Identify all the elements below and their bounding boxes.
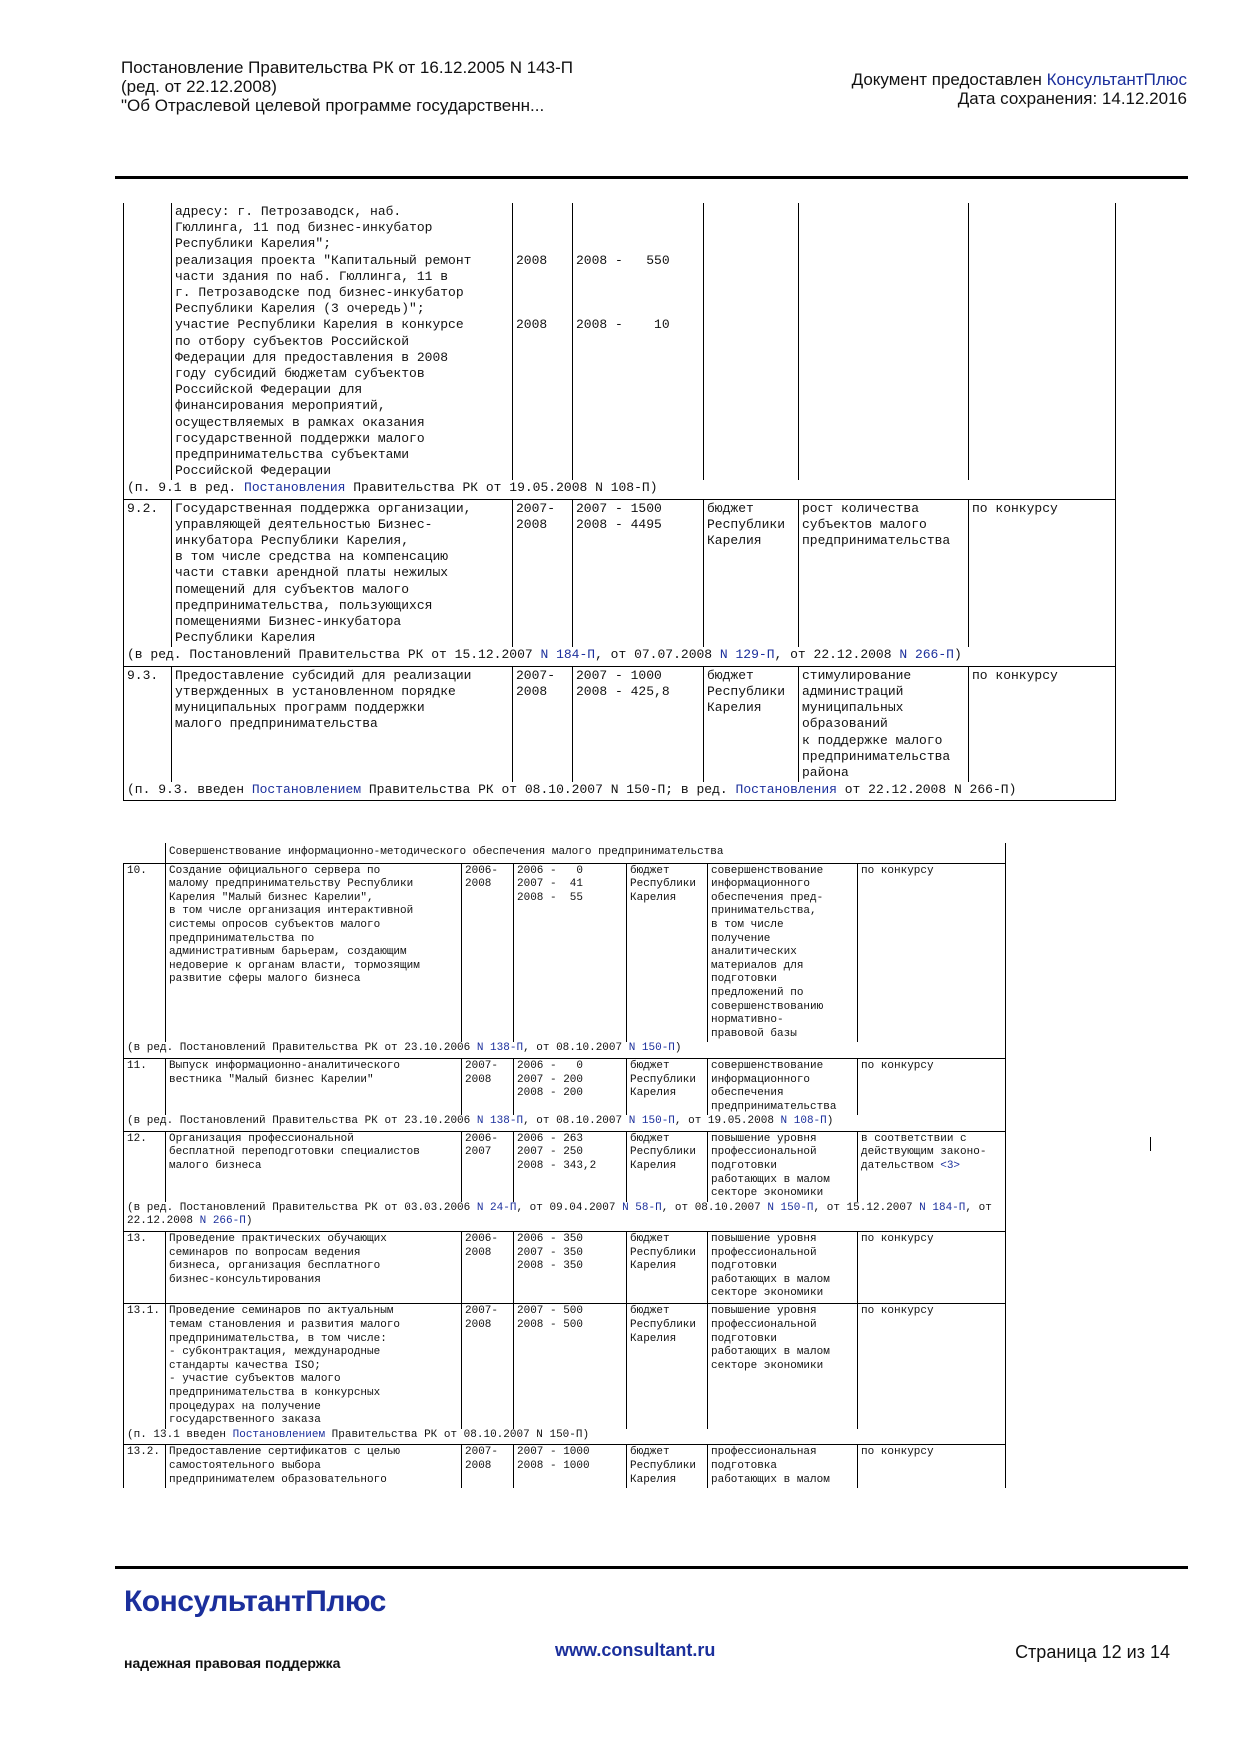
document-title-block bbox=[121, 58, 573, 115]
measure-executor: по конкурсу bbox=[969, 499, 1116, 647]
amendment-link[interactable]: Постановлением bbox=[251, 782, 362, 798]
amendment-link[interactable]: N 266-П bbox=[899, 647, 954, 663]
amendment-link[interactable]: N 138-П bbox=[476, 1115, 524, 1128]
document-edition: (ред. от 22.12.2008) bbox=[121, 77, 277, 96]
row-number bbox=[124, 203, 172, 480]
logo-tagline: надежная правовая поддержка bbox=[124, 1655, 341, 1671]
measure-result bbox=[799, 203, 969, 480]
amendment-note: (в ред. Постановлений Правительства РК от 03.03.2006 N 24-П, от 09.04.2007 N 58-П, от 08.10.2007 N 150-П, от 15.12.2007 N 184-П, от 22.12.2008 N 266-П) bbox=[124, 1202, 1006, 1232]
measure-executor: в соответствии с действующим законо- дательством <3> bbox=[858, 1131, 1006, 1201]
amendment-note-row bbox=[124, 782, 1116, 801]
row-number: 9.2. bbox=[124, 499, 172, 647]
amendment-link[interactable]: N 150-П bbox=[628, 1042, 675, 1055]
header-divider bbox=[115, 176, 1188, 179]
measure-years: 2008 2008 bbox=[513, 203, 573, 480]
measure-source: бюджет Республики Карелия bbox=[627, 1131, 708, 1201]
measure-years: 2007- 2008 bbox=[513, 666, 573, 782]
measure-source bbox=[704, 203, 799, 480]
consultant-logo[interactable]: КонсультантПлюс bbox=[124, 1585, 386, 1618]
measure-description: Проведение практических обучающих семинаров по вопросам ведения бизнеса, организация бесплатного бизнес-консультирования bbox=[166, 1232, 462, 1304]
measure-years: 2006- 2008 bbox=[462, 863, 514, 1042]
section-title: Совершенствование информационно-методического обеспечения малого предпринимательства bbox=[166, 843, 1006, 863]
measure-description: Выпуск информационно-аналитического вестника "Малый бизнес Карелии" bbox=[166, 1058, 462, 1115]
measure-years: 2006- 2007 bbox=[462, 1131, 514, 1201]
lower-measures-table bbox=[123, 843, 1006, 1488]
measure-description: Организация профессиональной бесплатной переподготовки специалистов малого бизнеса bbox=[166, 1131, 462, 1201]
measure-description: адресу: г. Петрозаводск, наб. Гюллинга, 11 под бизнес-инкубатор Республики Карелия"; реализация проекта "Капитальный ремонт части здания по наб. Гюллинга, 11 в г. Петрозаводске под бизнес-инкубатор Республики Карелия (3 очередь)"; участие Республики Карелия в конкурсе по отбору субъектов Российской Федерации для предоставления в 2008 году субсидий бюджетам субъектов Российской Федерации для финансирования мероприятий, осуществляемых в рамках оказания государственной поддержки малого предпринимательства субъектами Российской Федерации bbox=[172, 203, 513, 480]
row-number: 11. bbox=[124, 1058, 166, 1115]
amendment-link[interactable]: Постановлением bbox=[232, 1428, 326, 1441]
row-number: 13. bbox=[124, 1232, 166, 1304]
table-row bbox=[124, 1232, 1006, 1304]
amendment-note-row bbox=[124, 1202, 1006, 1232]
table-row bbox=[124, 1058, 1006, 1115]
measure-executor: по конкурсу bbox=[858, 863, 1006, 1042]
measure-source: бюджет Республики Карелия bbox=[627, 1445, 708, 1488]
amendment-note-row bbox=[124, 1042, 1006, 1058]
amendment-link[interactable]: N 184-П bbox=[919, 1201, 966, 1214]
measure-years: 2007- 2008 bbox=[462, 1304, 514, 1429]
measure-years: 2007- 2008 bbox=[513, 499, 573, 647]
table-row bbox=[124, 666, 1116, 782]
document-title: Постановление Правительства РК от 16.12.2005 N 143-П bbox=[121, 58, 573, 77]
amendment-note-row bbox=[124, 1115, 1006, 1131]
amendment-link[interactable]: N 108-П bbox=[780, 1115, 827, 1128]
amendment-note: (п. 9.3. введен Постановлением Правительства РК от 08.10.2007 N 150-П; в ред. Постановления от 22.12.2008 N 266-П) bbox=[124, 782, 1116, 801]
amendment-link[interactable]: N 150-П bbox=[628, 1115, 675, 1128]
measure-result: повышение уровня профессиональной подготовки работающих в малом секторе экономики bbox=[708, 1131, 858, 1201]
measure-amount: 2007 - 1500 2008 - 4495 bbox=[573, 499, 704, 647]
amendment-link[interactable]: N 24-П bbox=[476, 1201, 517, 1214]
row-number: 10. bbox=[124, 863, 166, 1042]
measure-result: совершенствование информационного обеспечения пред- принимательства, в том числе получение аналитических материалов для подготовки предложений по совершенствованию нормативно- правовой базы bbox=[708, 863, 858, 1042]
amendment-link[interactable]: Постановления bbox=[735, 782, 837, 798]
document-subtitle: "Об Отраслевой целевой программе государственн... bbox=[121, 96, 545, 115]
measure-source: бюджет Республики Карелия bbox=[627, 1058, 708, 1115]
measure-executor: по конкурсу bbox=[858, 1058, 1006, 1115]
footnote-link[interactable]: <3> bbox=[940, 1160, 961, 1173]
table-row bbox=[124, 1445, 1006, 1488]
amendment-note: (п. 9.1 в ред. Постановления Правительства РК от 19.05.2008 N 108-П) bbox=[124, 480, 1116, 499]
measure-result: повышение уровня профессиональной подготовки работающих в малом секторе экономики bbox=[708, 1304, 858, 1429]
save-date: Дата сохранения: 14.12.2016 bbox=[957, 89, 1187, 108]
measure-executor: по конкурсу bbox=[858, 1445, 1006, 1488]
row-number: 9.3. bbox=[124, 666, 172, 782]
amendment-note: (в ред. Постановлений Правительства РК от 23.10.2006 N 138-П, от 08.10.2007 N 150-П, от 19.05.2008 N 108-П) bbox=[124, 1115, 1006, 1131]
margin-mark bbox=[1150, 1137, 1151, 1151]
table-row bbox=[124, 1304, 1006, 1429]
measure-years: 2007- 2008 bbox=[462, 1445, 514, 1488]
measure-years: 2006- 2008 bbox=[462, 1232, 514, 1304]
table-row bbox=[124, 863, 1006, 1042]
table-row bbox=[124, 203, 1116, 480]
row-number: 13.1. bbox=[124, 1304, 166, 1429]
amendment-link[interactable]: N 129-П bbox=[719, 647, 775, 663]
row-number: 13.2. bbox=[124, 1445, 166, 1488]
measure-executor: по конкурсу bbox=[858, 1232, 1006, 1304]
amendment-note-row bbox=[124, 1429, 1006, 1445]
measure-amount: 2007 - 500 2008 - 500 bbox=[514, 1304, 627, 1429]
amendment-note-row bbox=[124, 480, 1116, 499]
measure-result: стимулирование администраций муниципальных образований к поддержке малого предпринимательства района bbox=[799, 666, 969, 782]
measure-amount: 2007 - 1000 2008 - 425,8 bbox=[573, 666, 704, 782]
amendment-note: (в ред. Постановлений Правительства РК от 15.12.2007 N 184-П, от 07.07.2008 N 129-П, от 22.12.2008 N 266-П) bbox=[124, 647, 1116, 666]
provider-brand-link[interactable]: КонсультантПлюс bbox=[1046, 70, 1187, 89]
amendment-note: (в ред. Постановлений Правительства РК от 23.10.2006 N 138-П, от 08.10.2007 N 150-П) bbox=[124, 1042, 1006, 1058]
measure-years: 2007- 2008 bbox=[462, 1058, 514, 1115]
measure-amount: 2007 - 1000 2008 - 1000 bbox=[514, 1445, 627, 1488]
provided-by: Документ предоставлен КонсультантПлюс bbox=[851, 70, 1187, 89]
measure-description: Государственная поддержка организации, управляющей деятельностью Бизнес- инкубатора Республики Карелия, в том числе средства на компенсацию части ставки арендной платы нежилых помещений для субъектов малого предпринимательства, пользующихся помещениями Бизнес-инкубатора Республики Карелия bbox=[172, 499, 513, 647]
upper-measures-table bbox=[123, 203, 1116, 801]
provider-block bbox=[852, 70, 1187, 108]
measure-result: рост количества субъектов малого предпринимательства bbox=[799, 499, 969, 647]
table-row bbox=[124, 499, 1116, 647]
measure-source: бюджет Республики Карелия bbox=[704, 666, 799, 782]
measure-source: бюджет Республики Карелия bbox=[704, 499, 799, 647]
amendment-link[interactable]: Постановления bbox=[244, 480, 346, 496]
amendment-link[interactable]: N 266-П bbox=[199, 1215, 246, 1228]
measure-description: Предоставление сертификатов с целью самостоятельного выбора предпринимателем образовательного bbox=[166, 1445, 462, 1488]
measure-result: повышение уровня профессиональной подготовки работающих в малом секторе экономики bbox=[708, 1232, 858, 1304]
amendment-link[interactable]: N 58-П bbox=[622, 1201, 662, 1214]
measure-description: Проведение семинаров по актуальным темам становления и развития малого предпринимательства, в том числе: - субконтрактация, международные стандарты качества ISO; - участие субъектов малого предпринимательства в конкурсных процедурах на получение государственного заказа bbox=[166, 1304, 462, 1429]
measure-description: Предоставление субсидий для реализации утвержденных в установленном порядке муниципальных программ поддержки малого предпринимательства bbox=[172, 666, 513, 782]
row-number: 12. bbox=[124, 1131, 166, 1201]
amendment-link[interactable]: N 138-П bbox=[476, 1042, 524, 1055]
measure-result: профессиональная подготовка работающих в малом bbox=[708, 1445, 858, 1488]
table-row bbox=[124, 1131, 1006, 1201]
measure-executor bbox=[969, 203, 1116, 480]
measure-source: бюджет Республики Карелия bbox=[627, 1232, 708, 1304]
measure-executor: по конкурсу bbox=[858, 1304, 1006, 1429]
measure-source: бюджет Республики Карелия bbox=[627, 1304, 708, 1429]
amendment-link[interactable]: N 184-П bbox=[540, 647, 596, 663]
measure-amount: 2008 - 550 2008 - 10 bbox=[573, 203, 704, 480]
page-number: Страница 12 из 14 bbox=[1015, 1642, 1170, 1662]
amendment-link[interactable]: N 150-П bbox=[767, 1201, 814, 1214]
measure-amount: 2006 - 350 2007 - 350 2008 - 350 bbox=[514, 1232, 627, 1304]
measure-amount: 2006 - 0 2007 - 41 2008 - 55 bbox=[514, 863, 627, 1042]
website-link[interactable]: www.consultant.ru bbox=[555, 1640, 716, 1660]
measure-amount: 2006 - 0 2007 - 200 2008 - 200 bbox=[514, 1058, 627, 1115]
measure-source: бюджет Республики Карелия bbox=[627, 863, 708, 1042]
section-row bbox=[124, 843, 1006, 863]
measure-executor: по конкурсу bbox=[969, 666, 1116, 782]
measure-amount: 2006 - 263 2007 - 250 2008 - 343,2 bbox=[514, 1131, 627, 1201]
measure-result: совершенствование информационного обеспечения предпринимательства bbox=[708, 1058, 858, 1115]
measure-description: Создание официального сервера по малому предпринимательству Республики Карелия "Малый бизнес Карелии", в том числе организация интерактивной системы опросов субъектов малого предпринимательства по административным барьерам, создающим недоверие к органам власти, тормозящим развитие сферы малого бизнеса bbox=[166, 863, 462, 1042]
amendment-note-row bbox=[124, 647, 1116, 666]
amendment-note: (п. 13.1 введен Постановлением Правительства РК от 08.10.2007 N 150-П) bbox=[124, 1429, 1006, 1445]
footer-divider bbox=[115, 1566, 1188, 1569]
